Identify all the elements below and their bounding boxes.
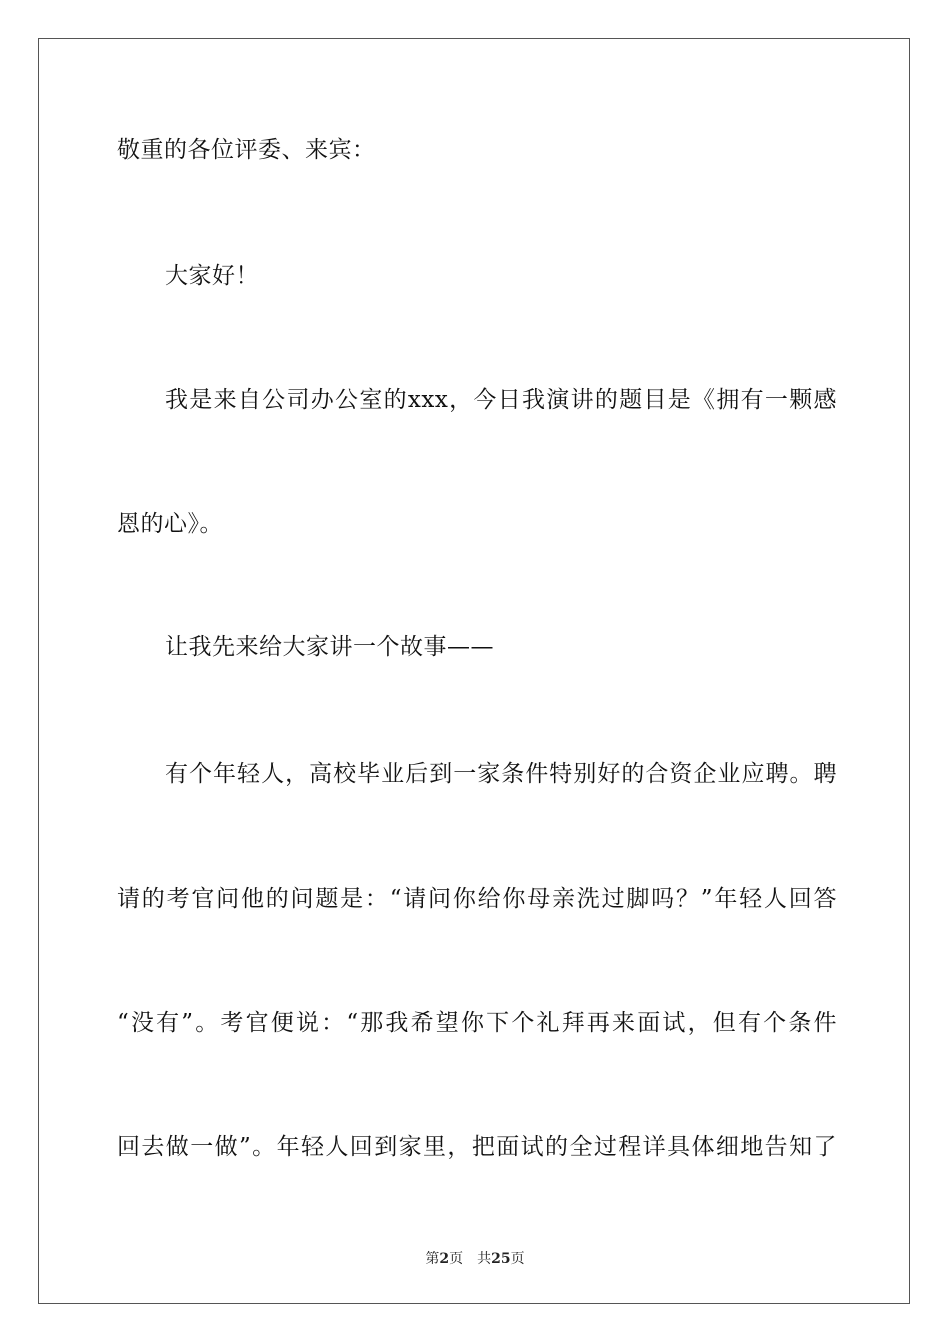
page-border [38, 38, 910, 1304]
page-number: 2 [439, 1251, 450, 1267]
total-prefix: 共 [477, 1251, 492, 1267]
paragraph-line: 请的考官问他的问题是：“请问你给你母亲洗过脚吗？”年轻人回答 [117, 886, 837, 912]
total-suffix: 页 [510, 1251, 525, 1267]
salutation-line: 敬重的各位评委、来宾： [117, 137, 376, 163]
paragraph-line: “没有”。考官便说：“那我希望你下个礼拜再来面试，但有个条件 [117, 1010, 837, 1036]
total-pages: 25 [491, 1251, 511, 1267]
paragraph-line: 回去做一做”。年轻人回到家里，把面试的全过程详具体细地告知了 [117, 1134, 837, 1160]
page-suffix: 页 [449, 1251, 464, 1267]
paragraph-line: 让我先来给大家讲一个故事—— [165, 634, 494, 660]
paragraph-line: 有个年轻人，高校毕业后到一家条件特别好的合资企业应聘。聘 [165, 761, 837, 787]
greeting-line: 大家好！ [165, 263, 259, 289]
paragraph-line: 我是来自公司办公室的xxx，今日我演讲的题目是《拥有一颗感 [165, 387, 837, 413]
page-prefix: 第 [425, 1251, 440, 1267]
page-footer [0, 1250, 950, 1268]
paragraph-line: 恩的心》。 [117, 511, 223, 537]
